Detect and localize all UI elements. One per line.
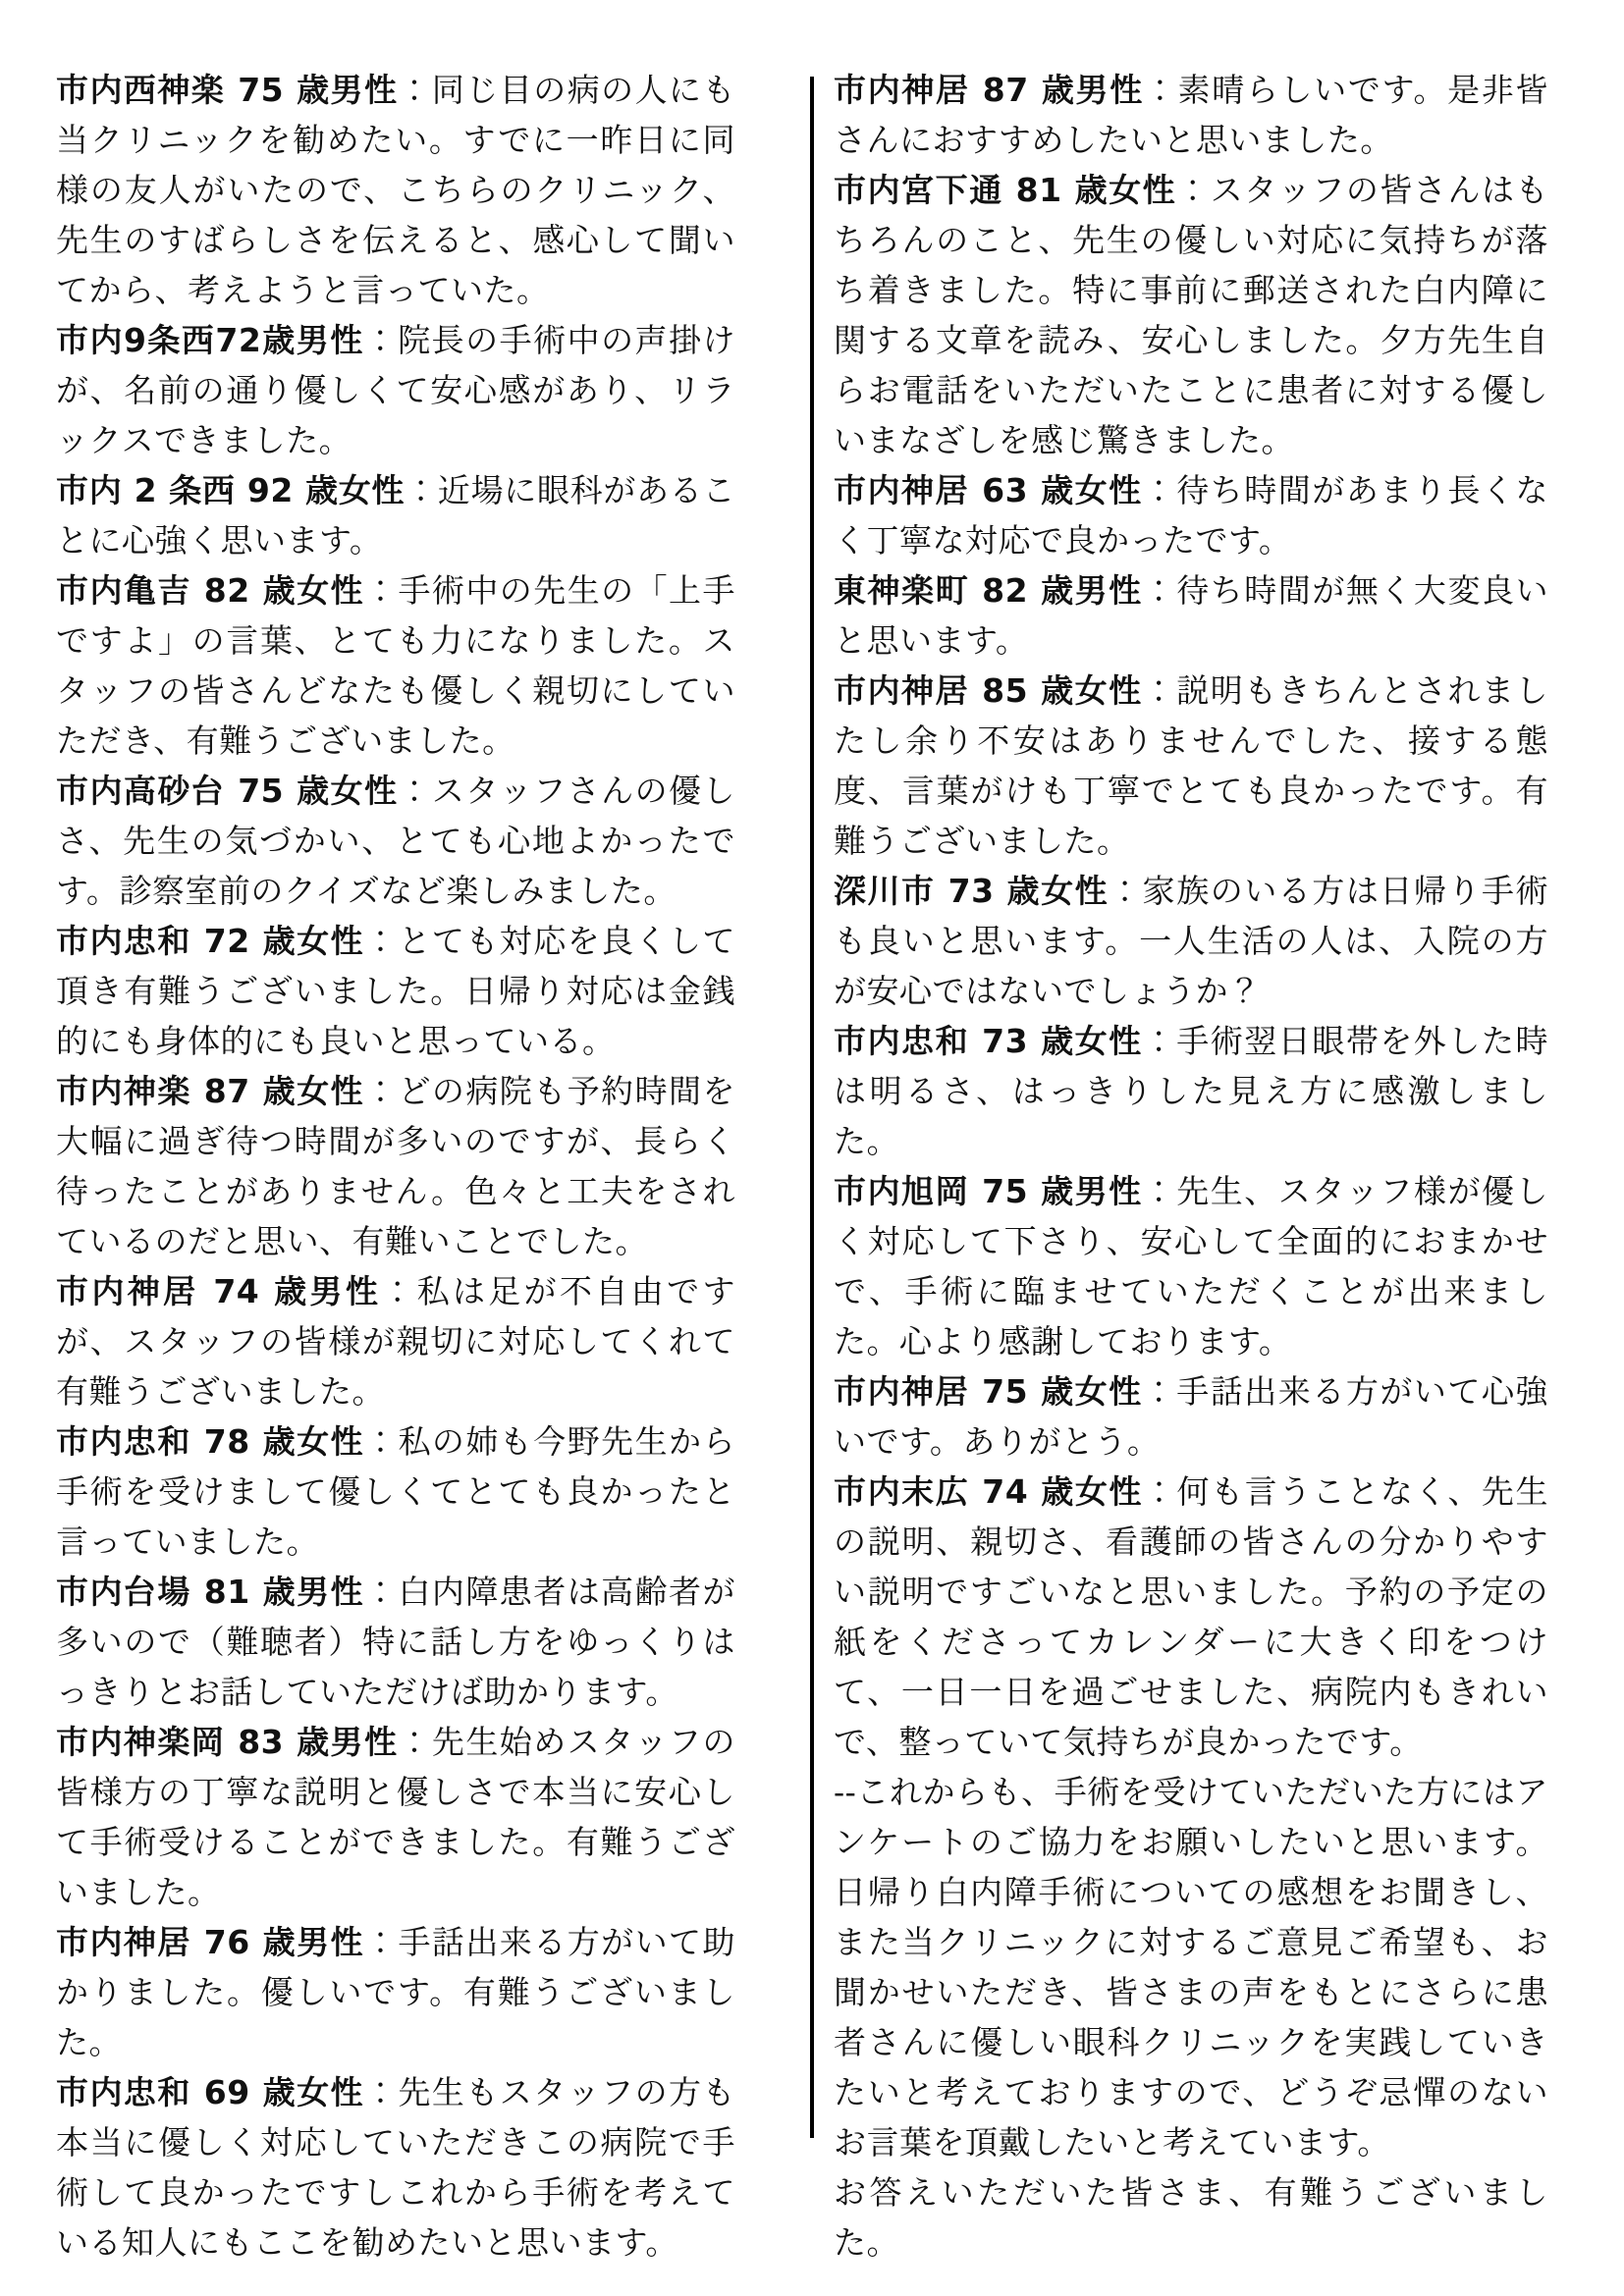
separator-colon: ：	[1142, 471, 1177, 509]
testimonial-author: 市内高砂台 75 歳女性	[56, 772, 399, 810]
testimonial-author: 市内旭岡 75 歳男性	[834, 1172, 1143, 1210]
separator-colon: ：	[1143, 71, 1178, 109]
testimonial-text: 私は足が不自由ですが、スタッフの皆様が親切に対応してくれて有難うございました。	[56, 1272, 736, 1411]
testimonial-entry	[56, 465, 735, 565]
testimonial-text: とても対応を良くして頂き有難うございました。日帰り対応は金銭的にも身体的にも良いと思っている。	[56, 922, 736, 1060]
testimonial-text: 手話出来る方がいて心強いです。ありがとう。	[834, 1372, 1549, 1461]
testimonial-text: スタッフの皆さんはもちろんのこと、先生の優しい対応に気持ちが落ち着きました。特に事前に郵送された白内障に関する文章を読み、安心しました。夕方先生自らお電話をいただいたことに患者に対する優しいまなざしを感じ驚きました。	[834, 171, 1549, 459]
testimonial-text: どの病院も予約時間を大幅に過ぎ待つ時間が多いのですが、長らく待ったことがありません。色々と工夫をされているのだと思い、有難いことでした。	[56, 1072, 736, 1260]
testimonial-author: 市内神居 87 歳男性	[834, 71, 1144, 109]
testimonial-author: 市内忠和 72 歳女性	[56, 922, 364, 960]
testimonial-text: 素晴らしいです。是非皆さんにおすすめしたいと思いました。	[834, 71, 1549, 159]
testimonial-author: 市内 2 条西 92 歳女性	[56, 471, 406, 509]
separator-colon: ：	[363, 1422, 399, 1461]
testimonial-text: 私の姉も今野先生から手術を受けまして優しくてとても良かったと言っていました。	[56, 1422, 736, 1561]
separator-colon: ：	[398, 71, 432, 109]
testimonial-text: 白内障患者は高齢者が多いので（難聴者）特に話し方をゆっくりはっきりとお話していただけば助かります。	[56, 1573, 736, 1711]
testimonial-author: 市内神居 63 歳女性	[834, 471, 1143, 509]
testimonial-entry	[834, 1016, 1548, 1166]
separator-colon: ：	[1142, 1472, 1177, 1511]
separator-colon: ：	[381, 1272, 417, 1310]
testimonial-entry	[834, 165, 1548, 465]
testimonial-author: 市内西神楽 75 歳男性	[56, 71, 399, 109]
testimonial-entry	[56, 65, 735, 315]
testimonial-text: 院長の手術中の声掛けが、名前の通り優しくて安心感があり、リラックスできました。	[56, 321, 736, 459]
testimonial-text: 何も言うことなく、先生の説明、親切さ、看護師の皆さんの分かりやすい説明ですごいなと思いました。予約の予定の紙をくださってカレンダーに大きく印をつけて、一日一日を過ごせました、病院内もきれいで、整っていて気持ちが良かったです。	[834, 1472, 1548, 1761]
testimonial-author: 市内忠和 73 歳女性	[834, 1022, 1143, 1060]
testimonial-author: 市内忠和 78 歳女性	[56, 1422, 364, 1461]
testimonial-entry	[56, 1266, 735, 1416]
testimonial-text: スタッフさんの優しさ、先生の気づかい、とても心地よかったです。診察室前のクイズなど楽しみました。	[56, 772, 736, 910]
closing-paragraph: --これからも、手術を受けていただいた方にはアンケートのご協力をお願いしたいと思います。日帰り白内障手術についての感想をお聞きし、また当クリニックに対するご意見ご希望も、お聞かせいただき、皆さまの声をもとにさらに患者さんに優しい眼科クリニックを実践していきたいと考えておりますので、どうぞ忌憚のないお言葉を頂戴したいと考えています。	[834, 1773, 1548, 2162]
testimonial-entry	[56, 766, 735, 916]
testimonial-entry	[834, 465, 1548, 565]
testimonial-entry	[834, 1366, 1548, 1467]
separator-colon: ：	[1176, 171, 1211, 209]
separator-colon: ：	[398, 772, 432, 810]
separator-colon: ：	[363, 571, 399, 610]
testimonial-author: 市内神居 74 歳男性	[56, 1272, 382, 1310]
testimonial-text: 先生もスタッフの方も本当に優しく対応していただきこの病院で手術して良かったですしこれから手術を考えている知人にもここを勧めたいと思います。	[56, 2073, 736, 2262]
testimonial-author: 市内宮下通 81 歳女性	[834, 171, 1177, 209]
testimonial-text: 待ち時間があまり長くなく丁寧な対応で良かったです。	[834, 471, 1549, 560]
separator-colon: ：	[398, 1723, 432, 1761]
right-column	[834, 65, 1548, 2268]
testimonial-entry	[56, 565, 735, 766]
separator-colon: ：	[363, 922, 399, 960]
separator-colon: ：	[1142, 1372, 1177, 1411]
testimonial-entry	[56, 315, 735, 465]
testimonial-text: 先生始めスタッフの皆様方の丁寧な説明と優しさで本当に安心して手術受けることができました。有難うございました。	[56, 1723, 736, 1911]
testimonial-author: 市内神楽岡 83 歳男性	[56, 1723, 399, 1761]
testimonial-author: 市内9条西72歳男性	[56, 321, 364, 359]
testimonial-text: 家族のいる方は日帰り手術も良いと思います。一人生活の人は、入院の方が安心ではないでしょうか？	[834, 872, 1548, 1010]
testimonial-author: 市内亀吉 82 歳女性	[56, 571, 364, 610]
testimonial-entry	[834, 666, 1548, 866]
separator-colon: ：	[363, 1072, 399, 1110]
testimonial-entry	[834, 1166, 1548, 1366]
separator-colon: ：	[363, 321, 399, 359]
testimonial-entry	[56, 1416, 735, 1567]
testimonial-author: 市内台場 81 歳男性	[56, 1573, 364, 1611]
testimonial-entry	[56, 2067, 735, 2268]
closing-paragraph: お答えいただいた皆さま、有難うございました。	[834, 2173, 1548, 2262]
testimonial-entry	[834, 565, 1548, 666]
testimonial-text: 手術中の先生の「上手ですよ」の言葉、とても力になりました。スタッフの皆さんどなたも優しく親切にしていただき、有難うございました。	[56, 571, 736, 760]
testimonial-text: 近場に眼科があることに心強く思います。	[56, 471, 736, 560]
column-divider	[810, 77, 814, 2138]
testimonial-author: 市内末広 74 歳女性	[834, 1472, 1143, 1511]
separator-colon: ：	[363, 2073, 399, 2111]
separator-colon: ：	[363, 1573, 399, 1611]
separator-colon: ：	[1109, 872, 1143, 910]
testimonial-text: 手話出来る方がいて助かりました。優しいです。有難うございました。	[56, 1923, 736, 2061]
testimonial-text: 同じ目の病の人にも当クリニックを勧めたい。すでに一昨日に同様の友人がいたので、こちらのクリニック、先生のすばらしさを伝えると、感心して聞いてから、考えようと言っていた。	[56, 71, 736, 309]
separator-colon: ：	[1142, 1172, 1177, 1210]
separator-colon: ：	[363, 1923, 399, 1961]
separator-colon: ：	[405, 471, 438, 509]
separator-colon: ：	[1142, 671, 1177, 710]
testimonial-text: 手術翌日眼帯を外した時は明るさ、はっきりした見え方に感激しました。	[834, 1022, 1549, 1160]
testimonial-author: 市内神居 85 歳女性	[834, 671, 1143, 710]
testimonial-text: 説明もきちんとされましたし余り不安はありませんでした、接する態度、言葉がけも丁寧でとても良かったです。有難うございました。	[834, 671, 1549, 860]
testimonial-entry	[834, 65, 1548, 165]
testimonial-entry	[834, 1467, 1548, 1767]
testimonial-author: 市内神居 76 歳男性	[56, 1923, 364, 1961]
testimonial-entry	[56, 1066, 735, 1266]
testimonial-entry	[56, 1717, 735, 1917]
testimonial-entry	[56, 1917, 735, 2067]
testimonial-text: 待ち時間が無く大変良いと思います。	[834, 571, 1549, 660]
left-column	[56, 65, 735, 2268]
testimonial-author: 市内神楽 87 歳女性	[56, 1072, 364, 1110]
testimonial-author: 市内神居 75 歳女性	[834, 1372, 1143, 1411]
testimonial-entry	[834, 866, 1548, 1016]
testimonial-author: 東神楽町 82 歳男性	[834, 571, 1143, 610]
testimonial-author: 市内忠和 69 歳女性	[56, 2073, 364, 2111]
testimonial-entry	[56, 916, 735, 1066]
testimonial-text: 先生、スタッフ様が優しく対応して下さり、安心して全面的におまかせで、手術に臨ませていただくことが出来ました。心より感謝しております。	[834, 1172, 1549, 1361]
testimonial-entry	[56, 1567, 735, 1717]
separator-colon: ：	[1142, 1022, 1177, 1060]
testimonial-author: 深川市 73 歳女性	[834, 872, 1110, 910]
separator-colon: ：	[1142, 571, 1177, 610]
